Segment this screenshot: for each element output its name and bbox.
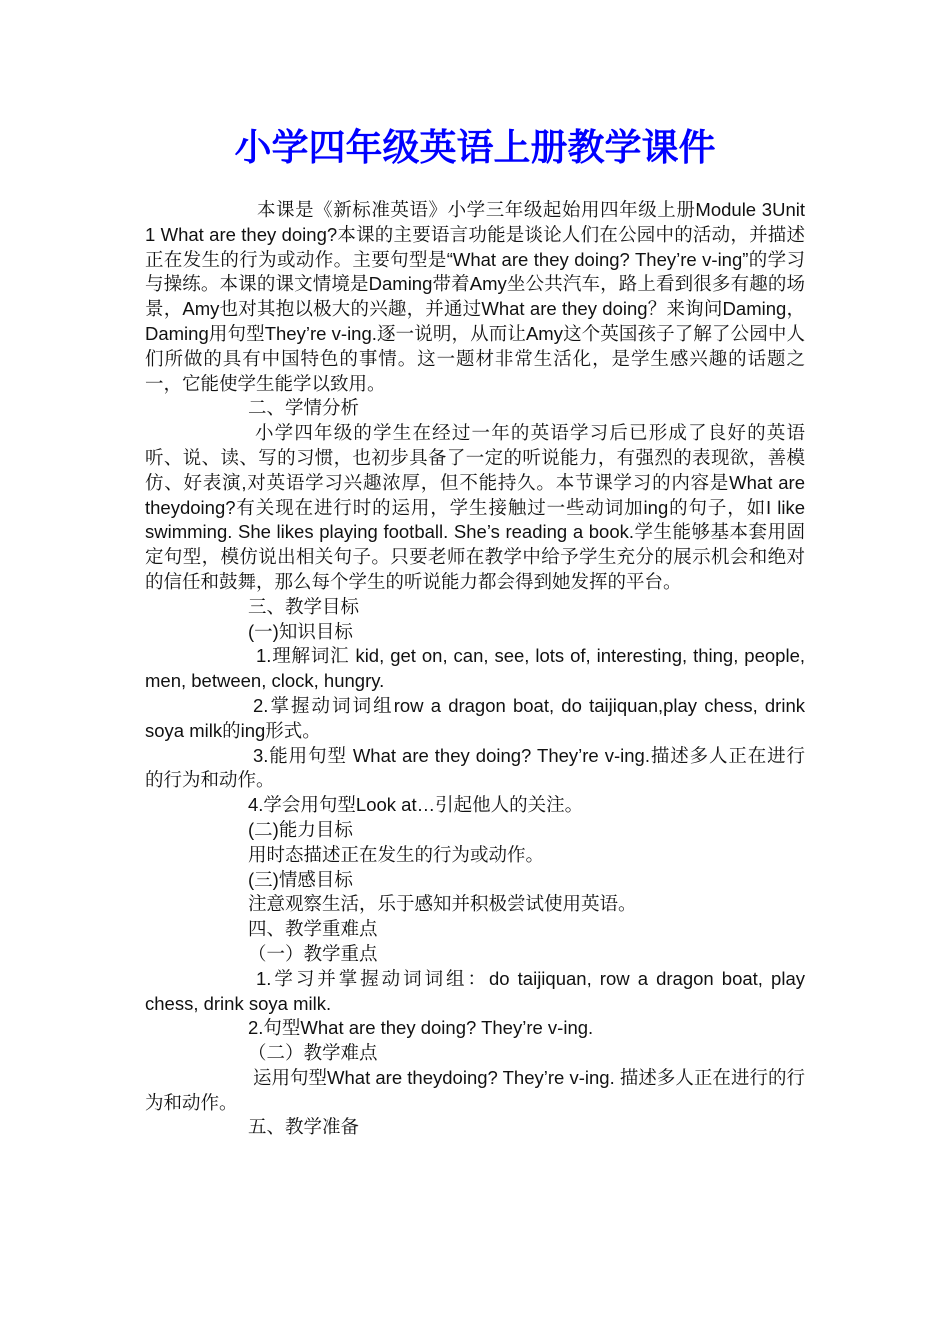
ability-goal-text: 用时态描述正在发生的行为或动作。 xyxy=(248,843,545,865)
difficult-point-text: 运用句型What are theydoing? They’re v-ing. 描述多人正在进行的行为和动作。 xyxy=(145,1066,805,1113)
section-heading-teaching-goals: 三、教学目标 xyxy=(248,595,360,617)
knowledge-goal-3: 3.能用句型 What are they doing? They’re v-ing.描述多人正在进行的行为和动作。 xyxy=(145,744,805,791)
subheading-knowledge-goals: (一)知识目标 xyxy=(248,620,353,642)
subheading-difficult-points: （二）教学难点 xyxy=(248,1042,378,1064)
knowledge-goal-4: 4.学会用句型Look at…引起他人的关注。 xyxy=(248,794,584,816)
page-title: 小学四年级英语上册教学课件 xyxy=(234,125,716,169)
subheading-emotion-goals: (三)情感目标 xyxy=(248,868,353,890)
subheading-key-points: （一）教学重点 xyxy=(248,942,378,964)
emotion-goal-text: 注意观察生活，乐于感知并积极尝试使用英语。 xyxy=(248,893,637,915)
section-heading-learner-analysis: 二、学情分析 xyxy=(248,397,360,419)
document-body xyxy=(145,198,811,1140)
key-point-1: 1.学习并掌握动词词组：do taijiquan, row a dragon boat, play chess, drink soya milk. xyxy=(145,967,811,1014)
section-heading-key-difficult-points: 四、教学重难点 xyxy=(248,918,378,940)
learner-analysis-paragraph: 小学四年级的学生在经过一年的英语学习后已形成了良好的英语听、说、读、写的习惯，也初步具备了一定的听说能力，有强烈的表现欲，善模仿、好表演,对英语学习兴趣浓厚，但不能持久。本节课学习的内容是What are theydoing?有关现在进行时的运用，学生接触过一些动词加ing的句子，如I like swimming. She likes playing football. She’s reading a book.学生能够基本套用固定句型，模仿说出相关句子。只要老师在教学中给予学生充分的展示机会和绝对的信任和鼓舞，那么每个学生的听说能力都会得到她发挥的平台。 xyxy=(145,422,811,592)
intro-paragraph: 本课是《新标准英语》小学三年级起始用四年级上册Module 3Unit 1 What are they doing?本课的主要语言功能是谈论人们在公园中的活动，并描述正在发生的行为或动作。主要句型是“What are they doing? They’re v-ing”的学习与操练。本课的课文情境是Daming带着Amy坐公共汽车，路上看到很多有趣的场景，Amy也对其抱以极大的兴趣，并通过What are they doing？来询问Daming，Daming用句型They’re v-ing.逐一说明，从而让Amy这个英国孩子了解了公园中人们所做的具有中国特色的事情。这一题材非常生活化，是学生感兴趣的话题之一，它能使学生能学以致用。 xyxy=(145,199,811,394)
knowledge-goal-2: 2.掌握动词词组row a dragon boat, do taijiquan,play chess, drink soya milk的ing形式。 xyxy=(145,694,811,741)
key-point-2: 2.句型What are they doing? They’re v-ing. xyxy=(248,1017,594,1039)
section-heading-teaching-preparation: 五、教学准备 xyxy=(248,1116,360,1138)
subheading-ability-goals: (二)能力目标 xyxy=(248,818,353,840)
knowledge-goal-1: 1.理解词汇 kid, get on, can, see, lots of, interesting, thing, people, men, between, clock, hungry. xyxy=(145,645,811,692)
